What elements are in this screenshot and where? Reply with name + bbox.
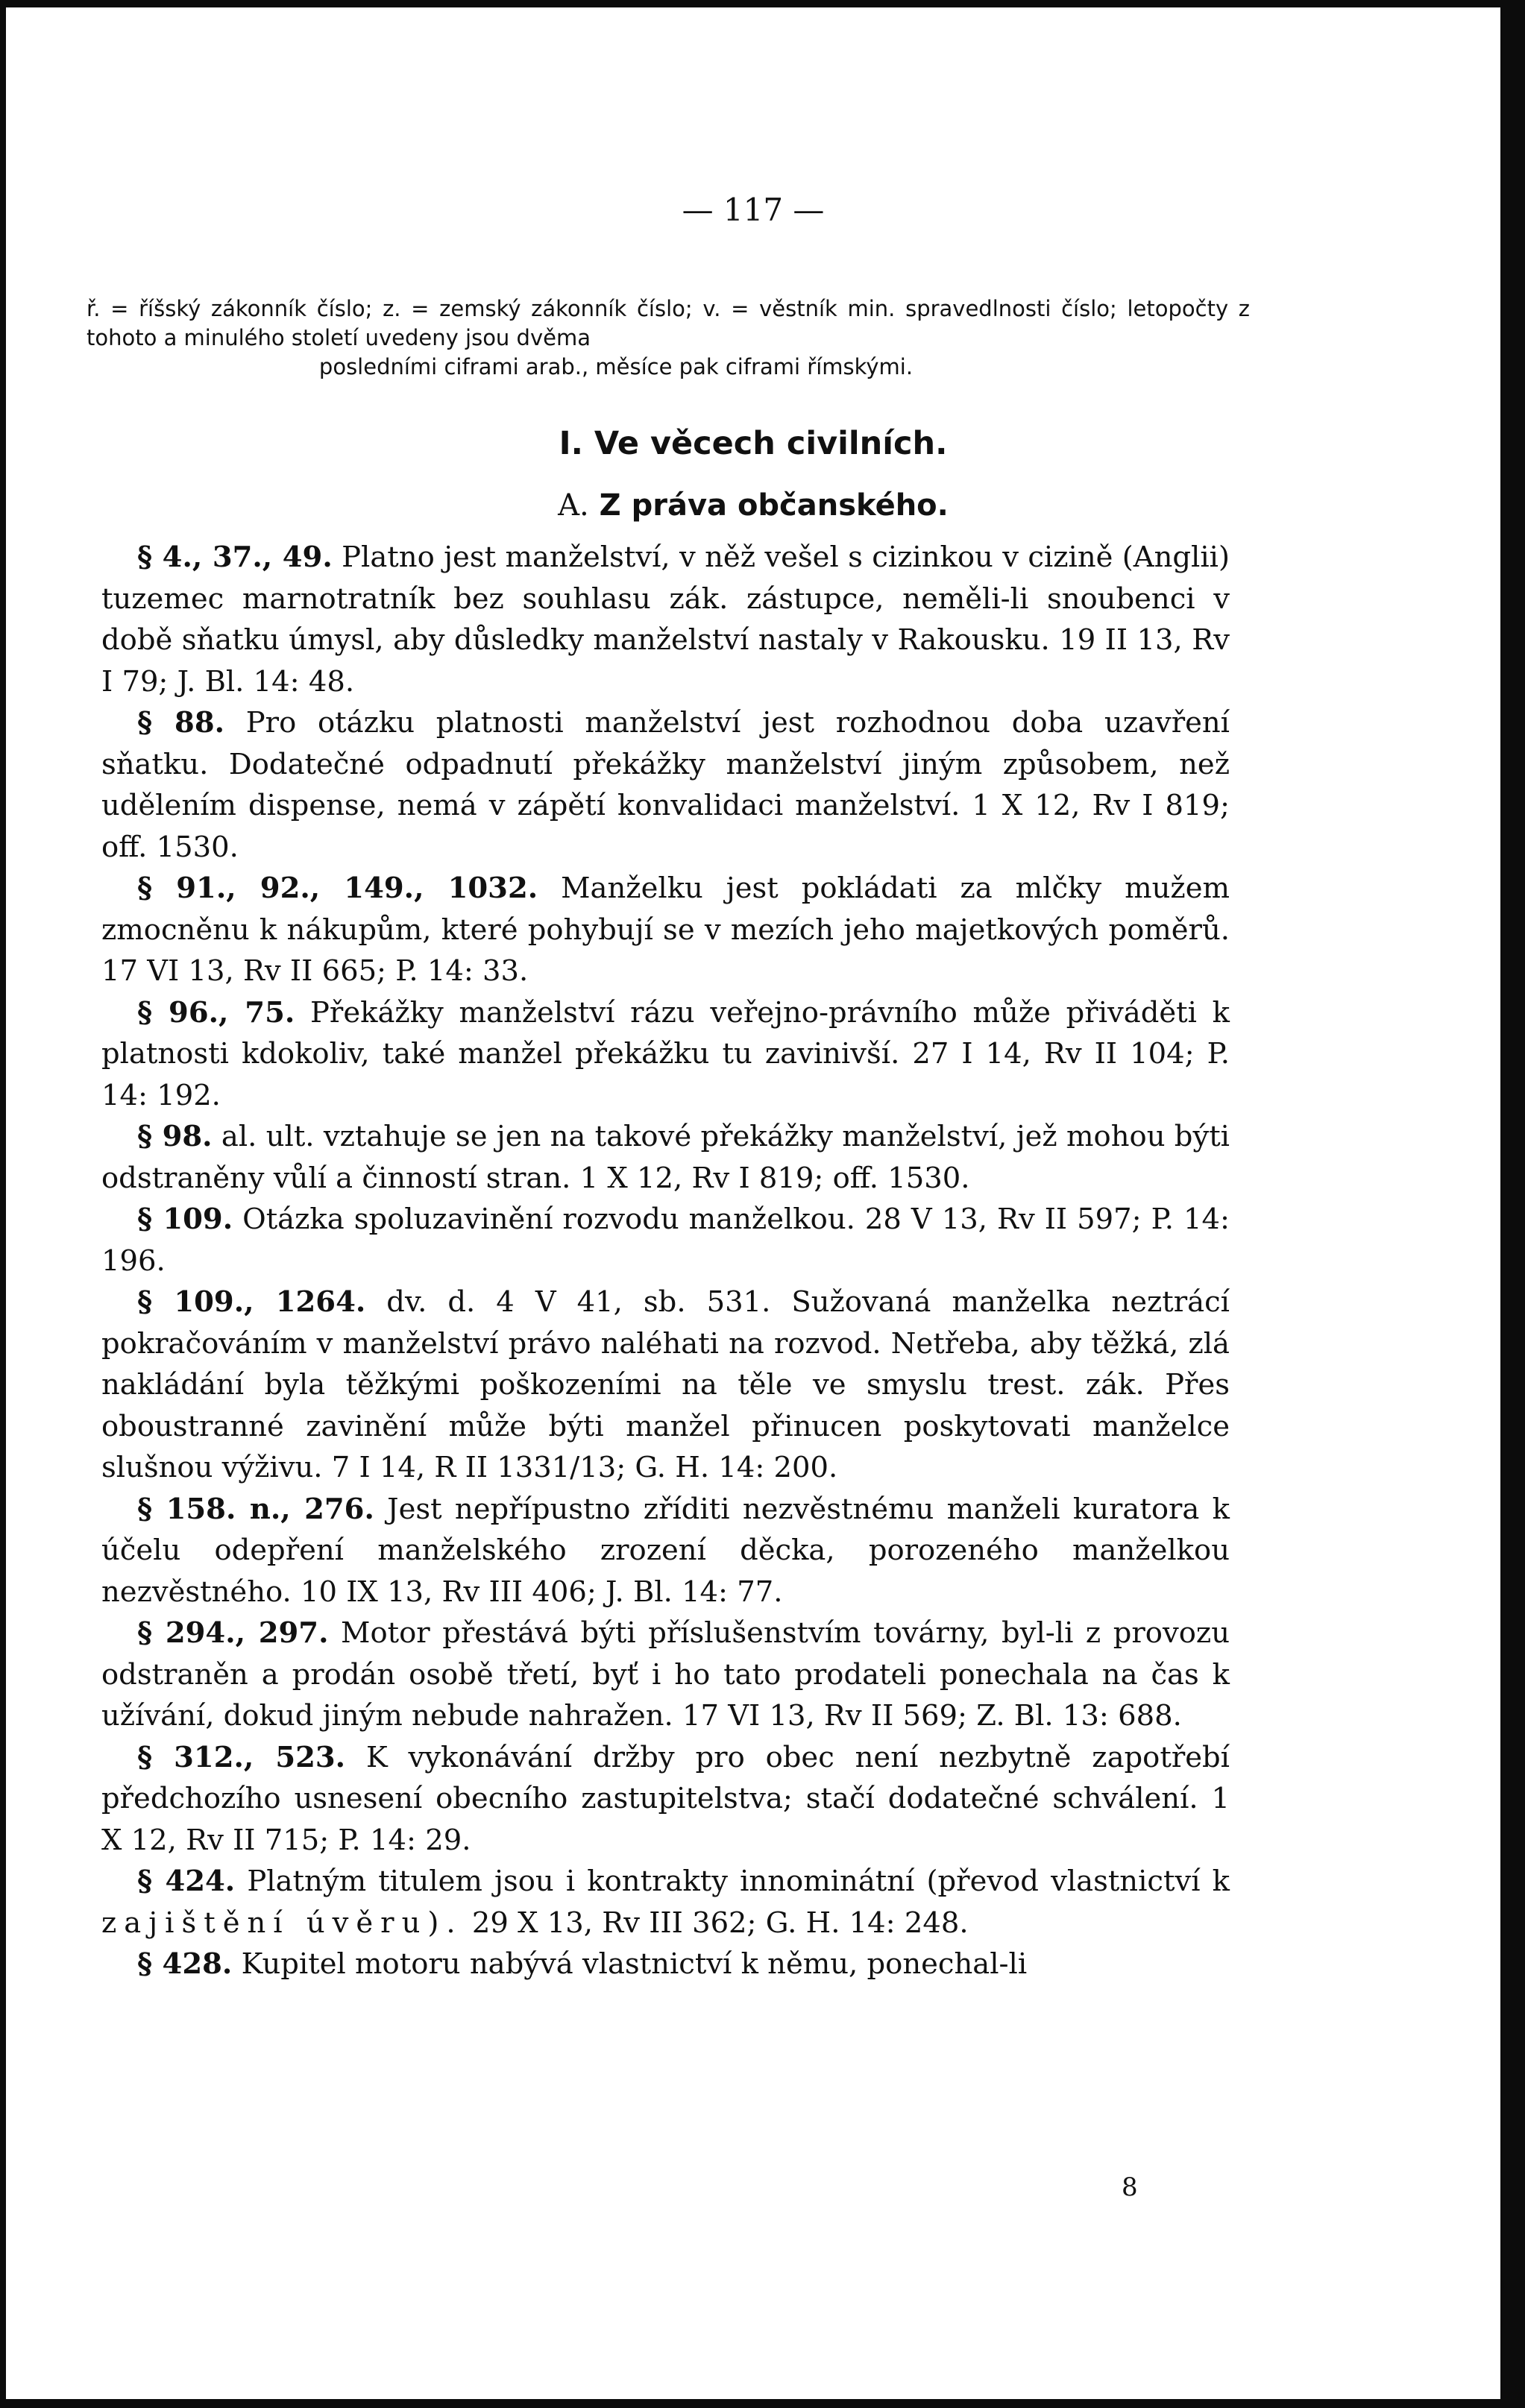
section-title: I. Ve věcech civilních. xyxy=(559,425,948,462)
entry-paragraph xyxy=(101,992,1230,1117)
entry-text: Platno jest manželství, v něž vešel s cizinkou v cizině (Anglii) tuzemec marnotratník bez souhlasu zák. zástupce, neměli-li snoubenci v době sňatku úmysl, aby důsledky manželství nastaly v Rakousku. 19 II 13, Rv I 79; J. Bl. 14: 48. xyxy=(101,540,1230,699)
entry-text: Otázka spoluzavinění rozvodu manželkou. 28 V 13, Rv II 597; P. 14: 196. xyxy=(101,1203,1230,1278)
entry-section-ref: § 109., 1264. xyxy=(137,1285,366,1319)
entry-section-ref: § 312., 523. xyxy=(137,1740,346,1774)
entry-section-ref: § 91., 92., 149., 1032. xyxy=(137,872,538,905)
entry-text: Překážky manželství rázu veřejno-právního může přiváděti k platnosti kdokoliv, také manžel překážku tu zavinivší. 27 I 14, Rv II 104; P. 14: 192. xyxy=(101,995,1230,1112)
entry-paragraph xyxy=(101,1737,1230,1862)
entry-text: Manželku jest pokládati za mlčky mužem zmocněnu k nákupům, které pohybují se v mezích jeho majetkových poměrů. 17 VI 13, Rv II 665; P. 14: 33. xyxy=(101,872,1230,988)
entry-text: Pro otázku platnosti manželství jest rozhodnou doba uzavření sňatku. Dodatečné odpadnutí překážky manželství jiným způsobem, než udělením dispense, nemá v zápětí konvalidaci manželství. 1 X 12, Rv I 819; off. 1530. xyxy=(101,706,1230,864)
entry-paragraph xyxy=(101,1861,1230,1944)
entry-paragraph xyxy=(101,702,1230,868)
signature-mark: 8 xyxy=(1122,2172,1138,2202)
entry-paragraph xyxy=(101,1199,1230,1282)
entry-section-ref: § 424. xyxy=(137,1865,236,1898)
entry-paragraph xyxy=(101,1944,1230,1985)
entry-paragraph xyxy=(101,1613,1230,1737)
entry-text: Platným titulem jsou i kontrakty innominátní (převod vlastnictví k xyxy=(247,1865,1230,1898)
abbreviations-line-3: posledními ciframi arab., měsíce pak ciframi římskými. xyxy=(318,354,914,379)
entry-section-ref: § 294., 297. xyxy=(137,1616,329,1650)
entry-text: K vykonávání držby pro obec není nezbytně zapotřebí předchozího usnesení obecního zastupitelstva; stačí dodatečné schválení. 1 X 12, Rv II 715; P. 14: 29. xyxy=(101,1740,1230,1857)
abbreviations-line-1: ř. = říšský zákonník číslo; z. = zemský zákonník číslo; v. = věstník min. xyxy=(87,296,896,321)
entry-text-spaced: zajištění úvěru). xyxy=(101,1906,463,1940)
entry-paragraph xyxy=(101,868,1230,992)
entry-section-ref: § 428. xyxy=(137,1947,233,1981)
entry-section-ref: § 88. xyxy=(137,706,225,740)
abbreviations-note xyxy=(87,294,1250,382)
entry-text: Kupitel motoru nabývá vlastnictví k němu, ponechal-li xyxy=(241,1947,1028,1981)
entry-section-ref: § 109. xyxy=(137,1203,233,1236)
subsection-letter: A. xyxy=(558,488,589,523)
entry-text: 29 X 13, Rv III 362; G. H. 14: 248. xyxy=(471,1906,969,1940)
entry-text: Motor přestává býti příslušenstvím továrny, byl-li z provozu odstraněn a prodán osobě třetí, byť i ho tato prodateli ponechala na čas k užívání, dokud jiným nebude nahražen. 17 VI 13, Rv II 569; Z. Bl. 13: 688. xyxy=(101,1616,1230,1733)
entry-paragraph xyxy=(101,537,1230,702)
page-sheet xyxy=(6,7,1500,2399)
entry-section-ref: § 4., 37., 49. xyxy=(137,540,333,574)
entry-section-ref: § 96., 75. xyxy=(137,995,295,1030)
entry-text: dv. d. 4 V 41, sb. 531. Sužovaná manželka neztrácí pokračováním v manželství právo naléhati na rozvod. Netřeba, aby těžká, zlá nakládání byla těžkými poškozeními na těle ve smyslu trest. zák. Přes oboustranné zavinění může býti manžel přinucen poskytovati manželce slušnou výživu. 7 I 14, R II 1331/13; G. H. 14: 200. xyxy=(101,1285,1230,1484)
entry-paragraph xyxy=(101,1282,1230,1489)
entry-paragraph xyxy=(101,1116,1230,1199)
subsection-title-text: Z práva občanského. xyxy=(599,488,949,523)
entry-section-ref: § 98. xyxy=(137,1120,213,1153)
entry-section-ref: § 158. n., 276. xyxy=(137,1492,374,1526)
abbreviations-line-2: spravedlnosti číslo; letopočty z tohoto a minulého století uvedeny jsou dvěma xyxy=(87,296,1251,350)
entry-paragraph xyxy=(101,1489,1230,1613)
entry-text: al. ult. vztahuje se jen na takové překážky manželství, jež mohou býti odstraněny vůlí a činností stran. 1 X 12, Rv I 819; off. 1530. xyxy=(101,1120,1230,1195)
entries-list xyxy=(101,537,1230,1985)
entry-text: Jest nepřípustno zříditi nezvěstnému manželi kuratora k účelu odepření manželského zrození děcka, porozeného manželkou nezvěstného. 10 IX 13, Rv III 406; J. Bl. 14: 77. xyxy=(101,1492,1230,1609)
subsection-title xyxy=(6,488,1500,523)
page-number: — 117 — xyxy=(682,192,825,228)
